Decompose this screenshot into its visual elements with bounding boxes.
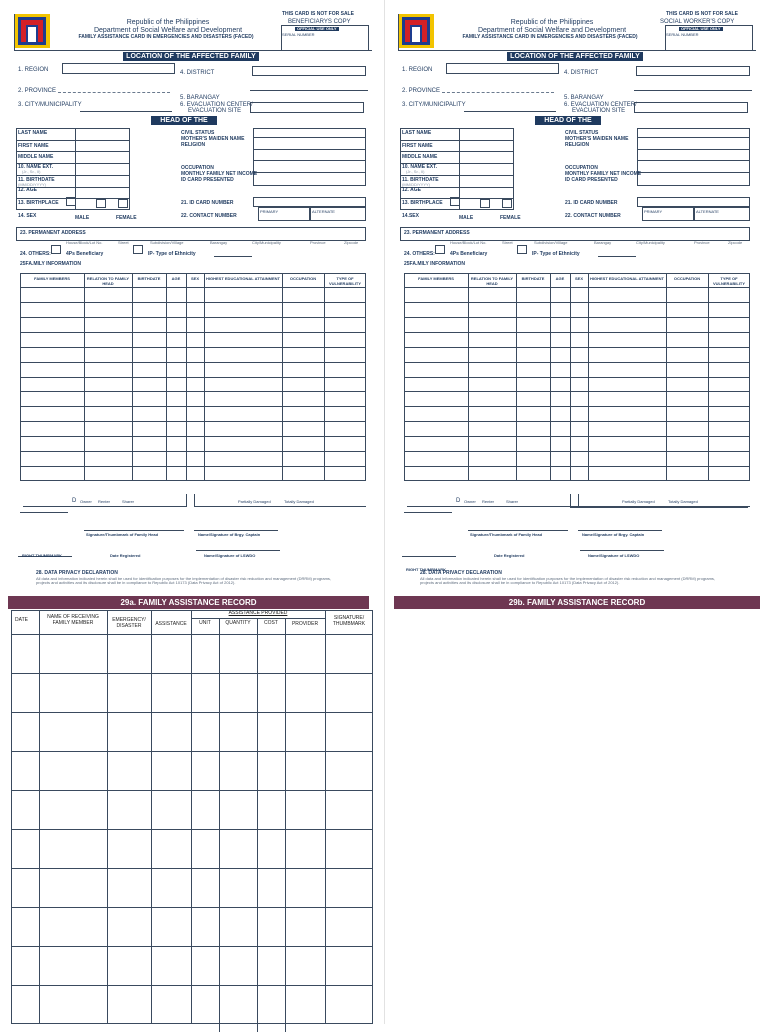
family-info-label: 25FA.MILY INFORMATION xyxy=(20,261,82,267)
region-field[interactable] xyxy=(62,63,175,74)
address-part-3: Barangay xyxy=(594,240,612,245)
signature-line xyxy=(84,530,184,531)
civil-status-label: CIVIL STATUS xyxy=(565,130,599,136)
id-card-number-label: 21. ID CARD NUMBER xyxy=(181,200,234,206)
region-field[interactable] xyxy=(446,63,559,74)
signature-line xyxy=(402,556,456,557)
table-row-line xyxy=(404,436,750,437)
not-for-sale-notice: THIS CARD IS NOT FOR SALE xyxy=(666,11,738,17)
copy-label: SOCIAL WORKER'S COPY xyxy=(660,19,735,25)
fourps-label: 4Ps Beneficiary xyxy=(450,251,488,257)
table-row-line xyxy=(404,362,750,363)
rule-line xyxy=(20,512,68,513)
family-table-header-4: SEX xyxy=(574,276,583,281)
age-label: 12. AGE xyxy=(18,187,37,193)
table-row-line xyxy=(20,332,366,333)
table-row-line xyxy=(20,451,366,452)
family-table-header-4: SEX xyxy=(190,276,199,281)
record-emergency-header: EMERGENCY/ DISASTER xyxy=(112,617,146,629)
rule-line xyxy=(16,140,130,141)
religion-label: RELIGION xyxy=(181,142,206,148)
official-use-label: OFFICIAL USE ONLY xyxy=(681,26,721,31)
record-header-line xyxy=(11,634,373,635)
birthplace-checkbox[interactable] xyxy=(450,197,460,206)
family-table-header-6: OCCUPATION xyxy=(673,276,701,281)
id-card-number-field[interactable] xyxy=(253,197,366,207)
monthly-income-label: MONTHLY FAMILY NET INCOME xyxy=(181,171,258,177)
record-row-line xyxy=(11,751,373,752)
male-option: MALE xyxy=(459,215,474,221)
female-option: FEMALE xyxy=(116,215,137,221)
contact-number-label: 22. CONTACT NUMBER xyxy=(181,213,237,219)
ip-ethnicity-field xyxy=(598,256,636,257)
table-row-line xyxy=(404,391,750,392)
address-part-2: Subdivision/Village xyxy=(534,240,568,245)
address-part-4: City/Municipality xyxy=(252,240,281,245)
table-row-line xyxy=(20,406,366,407)
record-row-line xyxy=(11,673,373,674)
record-row-line xyxy=(11,946,373,947)
rule-line xyxy=(14,14,15,50)
record-subheader-line xyxy=(191,618,325,619)
rule-line xyxy=(253,160,366,161)
copy-label: BENEFICIARYS COPY xyxy=(288,19,351,25)
region-label: 1. REGION xyxy=(18,67,49,73)
address-part-2: Subdivision/Village xyxy=(150,240,184,245)
record-title-29b: 29b. FAMILY ASSISTANCE RECORD xyxy=(394,596,760,609)
renter-label: Renter xyxy=(482,499,495,504)
social-worker-card xyxy=(392,0,768,592)
barangay-field xyxy=(250,90,368,91)
province-field xyxy=(442,92,554,93)
record-row-line xyxy=(11,790,373,791)
table-row-line xyxy=(404,347,750,348)
others-label: 24. OTHERS: xyxy=(404,251,435,257)
table-row-line xyxy=(404,451,750,452)
not-for-sale-notice: THIS CARD IS NOT FOR SALE xyxy=(282,11,354,17)
ip-label: IP- Type of Ethnicity xyxy=(532,251,580,257)
barangay-label: 5. BARANGAY xyxy=(564,95,604,101)
record-name-header: NAME OF RECEIVING FAMILY MEMBER xyxy=(47,614,99,626)
address-part-1: Street xyxy=(502,240,513,245)
privacy-title: 28. DATA PRIVACY DECLARATION xyxy=(36,570,118,576)
family-table-header-2: BIRTHDATE xyxy=(137,276,161,281)
family-table-header-1: RELATION TO FAMILY HEAD xyxy=(86,276,130,286)
record-cost-header: COST xyxy=(264,620,278,626)
record-col-line xyxy=(285,618,286,1032)
rule-line xyxy=(404,512,452,513)
evac-site-label: EVACUATION SITE xyxy=(188,108,242,114)
rule-line xyxy=(570,506,748,508)
family-table-header-5: HIGHEST EDUCATIONAL ATTAINMENT xyxy=(206,276,280,281)
table-row-line xyxy=(20,466,366,467)
birthdate-label: 11. BIRTHDATE xyxy=(18,177,55,183)
family-table-header-2: BIRTHDATE xyxy=(521,276,545,281)
city-field xyxy=(464,111,556,112)
table-row-line xyxy=(20,347,366,348)
signature-head-label: Signature/Thumbmark of Family Head xyxy=(470,532,543,537)
rule-line xyxy=(16,151,130,152)
signature-line xyxy=(196,550,280,551)
contact-alternate-label: ALTERNATE xyxy=(312,209,335,214)
fourps-checkbox[interactable] xyxy=(51,245,61,254)
contact-primary-label: PRIMARY xyxy=(644,209,663,214)
barangay-label: 5. BARANGAY xyxy=(180,95,220,101)
address-part-0: House/Block/Lot No. xyxy=(450,240,487,245)
signature-line xyxy=(468,530,568,531)
id-card-number-field[interactable] xyxy=(637,197,750,207)
ip-checkbox[interactable] xyxy=(133,245,143,254)
religion-label: RELIGION xyxy=(565,142,590,148)
family-table-header-6: OCCUPATION xyxy=(289,276,317,281)
family-assistance-record-table xyxy=(11,610,373,1024)
maiden-name-label: MOTHER'S MAIDEN NAME xyxy=(181,136,245,142)
city-label: 3. CITY/MUNICIPALITY xyxy=(402,102,466,108)
privacy-title: 28. DATA PRIVACY DECLARATION xyxy=(420,570,502,576)
address-part-6: Zipcode xyxy=(344,240,359,245)
family-table-header-3: AGE xyxy=(555,276,565,281)
birthdate-hint: (MM/DD/YYYY) xyxy=(402,182,430,187)
signature-captain-label: Name/Signature of Brgy. Captain xyxy=(198,532,261,537)
record-provider-header: PROVIDER xyxy=(291,621,319,627)
totally-damaged-label: Totally Damaged xyxy=(284,499,314,504)
beneficiary-card xyxy=(8,0,386,592)
city-label: 3. CITY/MUNICIPALITY xyxy=(18,102,82,108)
evac-center-field[interactable] xyxy=(250,102,364,113)
table-row-line xyxy=(20,391,366,392)
rule-line xyxy=(16,175,130,176)
region-label: 1. REGION xyxy=(402,67,433,73)
rule-line xyxy=(637,160,750,161)
family-table-header-0: FAMILY MEMBERS xyxy=(34,276,70,281)
address-part-6: Zipcode xyxy=(728,240,743,245)
rule-line xyxy=(400,175,514,176)
signature-head-label: Signature/Thumbmark of Family Head xyxy=(86,532,159,537)
rule-line xyxy=(637,137,750,138)
evac-center-label: 6. EVACUATION CENTER/ xyxy=(564,102,637,108)
renter-label: Renter xyxy=(98,499,111,504)
signature-line xyxy=(578,530,662,531)
maiden-name-label: MOTHER'S MAIDEN NAME xyxy=(565,136,629,142)
dswd-logo-icon xyxy=(398,14,434,48)
record-assistance-provided-header: ASSISTANCE PROVIDED xyxy=(228,610,288,616)
permanent-address-field[interactable] xyxy=(16,227,366,241)
male-checkbox[interactable] xyxy=(480,199,490,208)
evac-center-field[interactable] xyxy=(634,102,748,113)
fourps-label: 4Ps Beneficiary xyxy=(66,251,104,257)
permanent-address-label: 23. PERMANENT ADDRESS xyxy=(20,230,86,236)
family-table-header-5: HIGHEST EDUCATIONAL ATTAINMENT xyxy=(590,276,664,281)
department-heading: Department of Social Welfare and Development xyxy=(93,27,243,34)
city-field xyxy=(80,111,172,112)
privacy-body: All data and information indicated herein shall be used for identification purposes for the implementation of disaster risk reduction and management (DRRM) programs, projects and activities and its disclosure shall be in compliance to Republic Act 10173 (Data Privacy Act of 2012). xyxy=(420,576,716,585)
sex-label: 14.SEX xyxy=(402,213,419,219)
rule-line xyxy=(400,151,514,152)
ip-ethnicity-field xyxy=(214,256,252,257)
official-use-label: OFFICIAL USE ONLY xyxy=(297,26,337,31)
contact-primary-label: PRIMARY xyxy=(260,209,279,214)
male-checkbox[interactable] xyxy=(96,199,106,208)
name-ext-hint: (Jr., Sr., II) xyxy=(406,169,425,174)
record-quantity-header: QUANTITY xyxy=(225,620,251,626)
signature-captain-label: Name/Signature of Brgy. Captain xyxy=(582,532,645,537)
serial-number-label: SERIAL NUMBER xyxy=(666,32,699,37)
birthplace-label: 13. BIRTHPLACE xyxy=(18,200,59,206)
age-label: 12. AGE xyxy=(402,187,421,193)
name-ext-label: 10. NAME EXT. xyxy=(402,164,438,170)
head-section-title: HEAD OF THE FAMILY xyxy=(535,116,601,125)
rule-line xyxy=(400,140,514,141)
last-name-label: LAST NAME xyxy=(402,130,432,136)
district-label: 4. DISTRICT xyxy=(180,70,215,76)
table-row-line xyxy=(20,362,366,363)
right-thumbmark-label: RIGHT THUMBMARK xyxy=(22,553,62,558)
date-registered-label: Date Registered xyxy=(494,553,525,558)
female-option: FEMALE xyxy=(500,215,521,221)
evac-site-label: EVACUATION SITE xyxy=(572,108,626,114)
permanent-address-field[interactable] xyxy=(400,227,750,241)
sharer-label: Sharer xyxy=(506,499,519,504)
others-label: 24. OTHERS: xyxy=(20,251,51,257)
permanent-address-label: 23. PERMANENT ADDRESS xyxy=(404,230,470,236)
partially-damaged-label: Partially Damaged xyxy=(238,499,271,504)
owner-label: Owner xyxy=(80,499,92,504)
page-divider xyxy=(384,0,385,1024)
address-part-1: Street xyxy=(118,240,129,245)
sex-label: 14. SEX xyxy=(18,213,37,219)
location-section-title: LOCATION OF THE AFFECTED FAMILY xyxy=(507,52,643,61)
middle-name-label: MIDDLE NAME xyxy=(18,154,54,160)
card-title: FAMILY ASSISTANCE CARD IN EMERGENCIES AND DISASTERS (FACED) xyxy=(462,34,638,40)
table-row-line xyxy=(404,302,750,303)
address-part-5: Province xyxy=(310,240,326,245)
family-table-header-0: FAMILY MEMBERS xyxy=(418,276,454,281)
date-registered-label: Date Registered xyxy=(110,553,141,558)
ip-label: IP- Type of Ethnicity xyxy=(148,251,196,257)
birthplace-label: 13. BIRTHPLACE xyxy=(402,200,443,206)
district-field[interactable] xyxy=(252,66,366,76)
record-signature-header: SIGNATURE/ THUMBMARK xyxy=(332,615,366,627)
id-card-label: ID CARD PRESENTED xyxy=(565,177,618,183)
record-col-line xyxy=(257,618,258,1032)
family-info-label: 25FA.MILY INFORMATION xyxy=(404,261,466,267)
family-table-header-3: AGE xyxy=(171,276,181,281)
ip-checkbox[interactable] xyxy=(517,245,527,254)
lswdo-label: Name/Signature of LSWDO xyxy=(588,553,640,558)
barangay-field xyxy=(634,90,752,91)
table-row-line xyxy=(20,436,366,437)
table-row-line xyxy=(20,302,366,303)
record-row-line xyxy=(11,907,373,908)
table-row-line xyxy=(20,377,366,378)
civil-status-label: CIVIL STATUS xyxy=(181,130,215,136)
record-row-line xyxy=(11,829,373,830)
rule-line xyxy=(637,149,750,150)
address-part-4: City/Municipality xyxy=(636,240,665,245)
birthdate-hint: (MM/DD/YYYY) xyxy=(18,182,46,187)
address-part-3: Barangay xyxy=(210,240,228,245)
republic-heading: Republic of the Philippines xyxy=(510,19,594,26)
id-card-number-label: 21. ID CARD NUMBER xyxy=(565,200,618,206)
first-name-label: FIRST NAME xyxy=(402,143,433,149)
table-row-line xyxy=(404,406,750,407)
table-row-line xyxy=(20,421,366,422)
address-part-5: Province xyxy=(694,240,710,245)
male-option: MALE xyxy=(75,215,90,221)
monthly-income-label: MONTHLY FAMILY NET INCOME xyxy=(565,171,642,177)
record-col-line xyxy=(219,618,220,1032)
location-section-title: LOCATION OF THE AFFECTED FAMILY xyxy=(123,52,259,61)
rule-line xyxy=(637,172,750,173)
family-table-header-7: TYPE OF VULNERABILITY xyxy=(329,276,361,286)
signature-line xyxy=(580,550,664,551)
totally-damaged-label: Totally Damaged xyxy=(668,499,698,504)
birthdate-label: 11. BIRTHDATE xyxy=(402,177,439,183)
signature-line xyxy=(194,530,278,531)
owner-label: Owner xyxy=(464,499,476,504)
province-field xyxy=(58,92,170,93)
table-row-line xyxy=(404,317,750,318)
first-name-label: FIRST NAME xyxy=(18,143,49,149)
occupation-label: OCCUPATION xyxy=(181,165,214,171)
record-row-line xyxy=(11,985,373,986)
table-row-line xyxy=(404,377,750,378)
lswdo-label: Name/Signature of LSWDO xyxy=(204,553,256,558)
id-card-label: ID CARD PRESENTED xyxy=(181,177,234,183)
record-date-header: DATE xyxy=(15,617,28,623)
female-checkbox[interactable] xyxy=(118,199,128,208)
serial-number-label: SERIAL NUMBER xyxy=(282,32,315,37)
record-row-line xyxy=(11,868,373,869)
last-name-label: LAST NAME xyxy=(18,130,48,136)
rule-line xyxy=(253,149,366,150)
record-title-29a: 29a. FAMILY ASSISTANCE RECORD xyxy=(8,596,369,609)
owner-option: D xyxy=(72,498,77,504)
family-table-header-7: TYPE OF VULNERABILITY xyxy=(713,276,745,286)
contact-alternate-label: ALTERNATE xyxy=(696,209,719,214)
province-label: 2. PROVINCE xyxy=(18,88,57,94)
table-row-line xyxy=(20,287,366,288)
sharer-label: Sharer xyxy=(122,499,135,504)
female-checkbox[interactable] xyxy=(502,199,512,208)
head-section-title: HEAD OF THE FAMILY xyxy=(151,116,217,125)
dswd-logo-icon xyxy=(14,14,50,48)
address-part-0: House/Block/Lot No. xyxy=(66,240,103,245)
district-label: 4. DISTRICT xyxy=(564,70,599,76)
table-row-line xyxy=(404,466,750,467)
family-table-header-1: RELATION TO FAMILY HEAD xyxy=(470,276,514,286)
record-assistance-header: ASSISTANCE xyxy=(155,621,187,627)
district-field[interactable] xyxy=(636,66,750,76)
contact-number-label: 22. CONTACT NUMBER xyxy=(565,213,621,219)
republic-heading: Republic of the Philippines xyxy=(126,19,210,26)
middle-name-label: MIDDLE NAME xyxy=(402,154,438,160)
table-row-line xyxy=(404,421,750,422)
rule-line xyxy=(398,14,399,50)
table-row-line xyxy=(404,287,750,288)
rule-line xyxy=(253,137,366,138)
owner-option: D xyxy=(456,498,461,504)
right-thumbmark-label: RIGHT THUMBMARK xyxy=(406,567,446,572)
card-title: FAMILY ASSISTANCE CARD IN EMERGENCIES AND DISASTERS (FACED) xyxy=(78,34,254,40)
evac-center-label: 6. EVACUATION CENTER/ xyxy=(180,102,253,108)
name-ext-hint: (Jr., Sr., II) xyxy=(22,169,41,174)
record-unit-header: UNIT xyxy=(199,620,211,626)
privacy-body: All data and information indicated herein shall be used for identification purposes for the implementation of disaster risk reduction and management (DRRM) programs, projects and activities and its disclosure shall be in compliance to Republic Act 10173 (Data Privacy Act of 2012). xyxy=(36,576,332,585)
birthplace-checkbox[interactable] xyxy=(66,197,76,206)
name-ext-label: 10. NAME EXT. xyxy=(18,164,54,170)
table-row-line xyxy=(404,332,750,333)
table-row-line xyxy=(20,317,366,318)
department-heading: Department of Social Welfare and Development xyxy=(477,27,627,34)
province-label: 2. PROVINCE xyxy=(402,88,441,94)
fourps-checkbox[interactable] xyxy=(435,245,445,254)
occupation-label: OCCUPATION xyxy=(565,165,598,171)
partially-damaged-label: Partially Damaged xyxy=(622,499,655,504)
rule-line xyxy=(253,172,366,173)
record-row-line xyxy=(11,712,373,713)
